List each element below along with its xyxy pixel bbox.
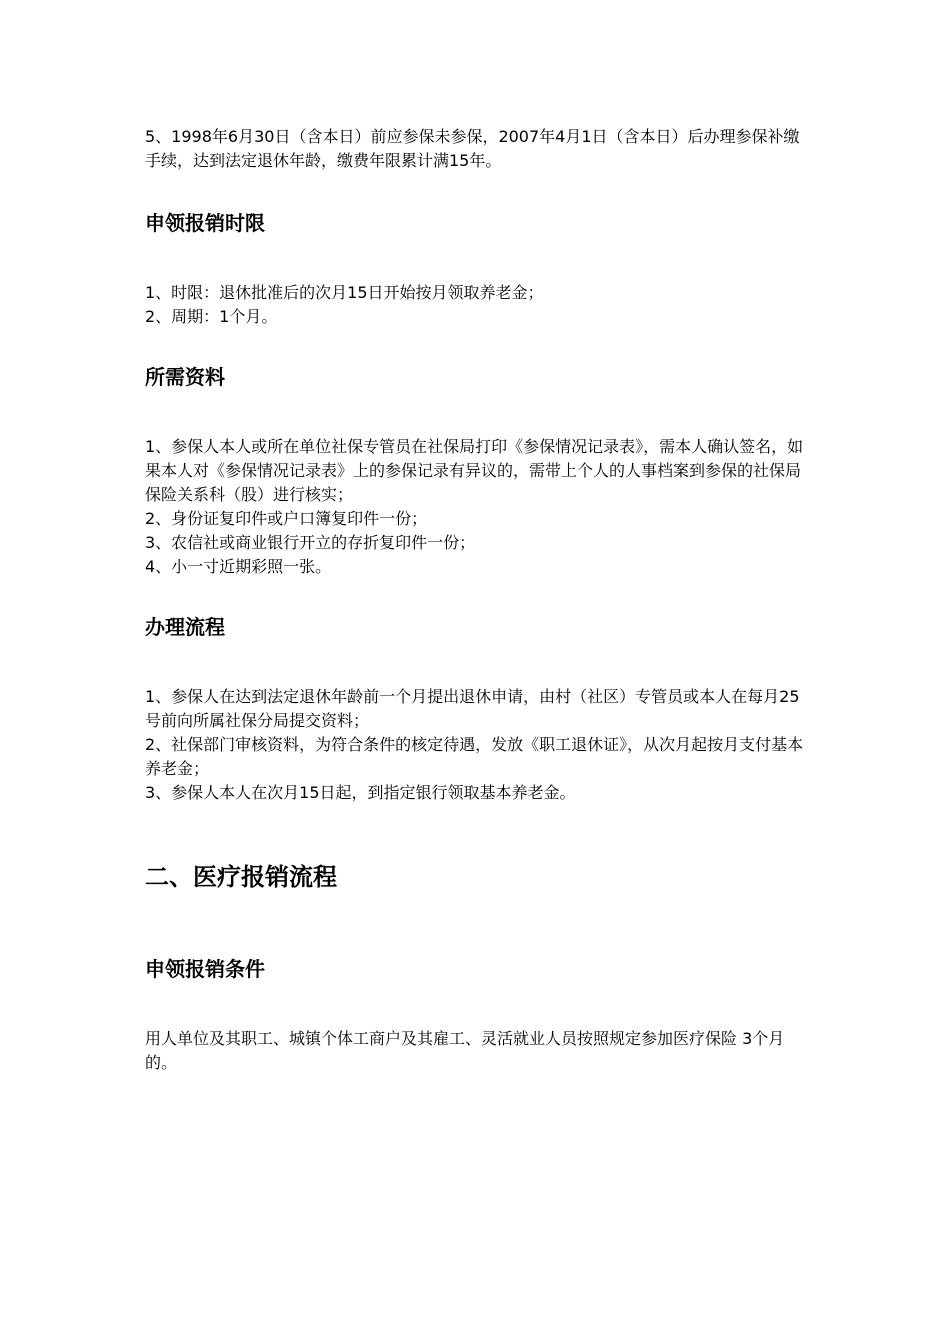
heading-process: 办理流程 (145, 615, 225, 639)
list-item: 2、社保部门审核资料，为符合条件的核定待遇，发放《职工退休证》，从次月起按月支付基本养老金； (145, 735, 804, 778)
document-page (145, 125, 810, 1075)
list-item: 2、周期：1个月。 (145, 307, 278, 326)
time-limit-list (145, 281, 810, 329)
process-list (145, 685, 810, 805)
list-item: 1、参保人本人或所在单位社保专管员在社保局打印《参保情况记录表》，需本人确认签名，如果本人对《参保情况记录表》上的参保记录有异议的，需带上个人的人事档案到参保的社保局保险关系科（股）进行核实； (145, 437, 804, 504)
list-item: 3、参保人本人在次月15日起，到指定银行领取基本养老金。 (145, 783, 576, 802)
intro-item-5: 5、1998年6月30日（含本日）前应参保未参保，2007年4月1日（含本日）后办理参保补缴手续，达到法定退休年龄，缴费年限累计满15年。 (145, 127, 800, 170)
heading-time-limit: 申领报销时限 (145, 211, 265, 235)
materials-list (145, 435, 810, 579)
heading-conditions: 申领报销条件 (145, 957, 265, 981)
list-item: 4、小一寸近期彩照一张。 (145, 557, 332, 576)
list-item: 1、时限：退休批准后的次月15日开始按月领取养老金； (145, 283, 544, 302)
chapter-2-heading: 二、医疗报销流程 (145, 863, 337, 891)
list-item: 2、身份证复印件或户口簿复印件一份； (145, 509, 428, 528)
heading-materials: 所需资料 (145, 365, 225, 389)
list-item: 1、参保人在达到法定退休年龄前一个月提出退休申请，由村（社区）专管员或本人在每月25号前向所属社保分局提交资料； (145, 687, 800, 730)
list-item: 3、农信社或商业银行开立的存折复印件一份； (145, 533, 476, 552)
conditions-text: 用人单位及其职工、城镇个体工商户及其雇工、灵活就业人员按照规定参加医疗保险 3个月的。 (145, 1029, 785, 1072)
